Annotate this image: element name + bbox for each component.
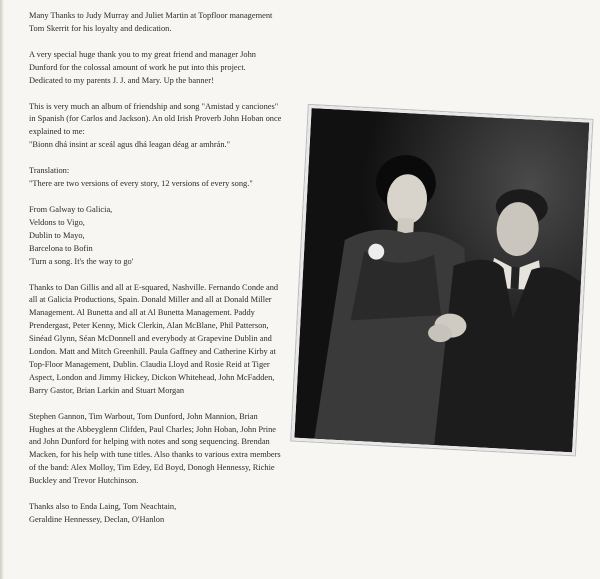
text-line: Translation: (29, 166, 70, 176)
text-line: Stephen Gannon, Tim Warbout, Tom Dunford, John Mannion, Brian (29, 411, 258, 421)
text-line: A very special huge thank you to my great friend and manager John (29, 49, 256, 59)
page-fold-shadow (0, 0, 4, 579)
text-line: Many Thanks to Judy Murray and Juliet Martin at Topfloor management (29, 11, 273, 20)
text-line: 'Turn a song. It's the way to go' (29, 256, 134, 266)
paragraph (29, 165, 314, 191)
paragraph (29, 411, 314, 488)
text-line: Hughes at the Abbeyglenn Clifden, Paul Charles; John Hoban, John Prine (29, 424, 277, 434)
text-line: Barcelona to Bofin (29, 243, 93, 253)
text-line: This is very much an album of friendship and song "Amistad y canciones" (29, 101, 279, 111)
text-line: Tom Skerrit for his loyalty and dedication. (29, 23, 172, 33)
acknowledgements-text (29, 10, 314, 540)
text-line: Top-Floor Management, Dublin. Claudia Lloyd and Rosie Reid at Tiger (29, 359, 270, 369)
text-line: Sinéad Glynn, Séan McDonnell and everybody at Grapevine Dublin and (29, 334, 272, 344)
text-line: Veldons to Vigo, (29, 217, 85, 227)
paragraph (29, 49, 314, 88)
text-line: and John Dunford for helping with notes and song sequencing. Brendan (29, 437, 270, 447)
text-line: "There are two versions of every story, 12 versions of every song." (29, 179, 253, 189)
text-line: Thanks also to Enda Laing, Tom Neachtain, (29, 502, 177, 512)
photo-frame (291, 105, 592, 455)
text-line: Dunford for the colossal amount of work he put into this project. (29, 62, 246, 72)
text-line: all at Galicia Productions, Spain. Donald Miller and all at Donald Miller (29, 295, 272, 305)
text-line: Buckley and Trevor Hutchinson. (29, 476, 139, 486)
text-line: explained to me: (29, 127, 85, 137)
text-line: "Bionn dhá insint ar sceál agus dhá leagan déag ar amhrán." (29, 140, 231, 150)
paragraph (29, 10, 314, 36)
vintage-couple-photo (292, 105, 587, 449)
paragraph (29, 501, 314, 527)
paragraph (29, 101, 314, 153)
text-line: Dedicated to my parents J. J. and Mary. Up the banner! (29, 75, 214, 85)
text-line: Aspect, London and Jimmy Hickey, Dickon Whitehead, John McFadden, (29, 372, 275, 382)
paragraph (29, 282, 314, 398)
text-line: Thanks to Dan Gillis and all at E-squared, Nashville. Fernando Conde and (29, 282, 279, 292)
text-line: Macken, for his help with tune titles. Also thanks to various extra members (29, 450, 281, 460)
text-line: of the band: Alex Molloy, Tim Edey, Ed Boyd, Donogh Hennessy, Richie (29, 463, 275, 473)
couple-photo-icon (294, 108, 589, 452)
paragraph (29, 204, 314, 269)
text-line: in Spanish (for Carlos and Jackson). An old Irish Proverb John Hoban once (29, 114, 282, 124)
text-line: Barry Gastor, Brian Larkin and Stuart Morgan (29, 385, 185, 395)
text-line: Management. Al Bunetta and all at Al Bunetta Management. Paddy (29, 308, 255, 318)
text-line: Prendergast, Peter Kenny, Mick Clerkin, Alan McBlane, Phil Patterson, (29, 321, 269, 331)
text-line: From Galway to Galicia, (29, 204, 113, 214)
text-line: Geraldine Hennessey, Declan, O'Hanlon (29, 515, 165, 524)
text-line: London. Matt and Mitch Greenhill. Paula Gaffney and Catherine Kirby at (29, 347, 276, 357)
text-line: Dublin to Mayo, (29, 230, 85, 240)
